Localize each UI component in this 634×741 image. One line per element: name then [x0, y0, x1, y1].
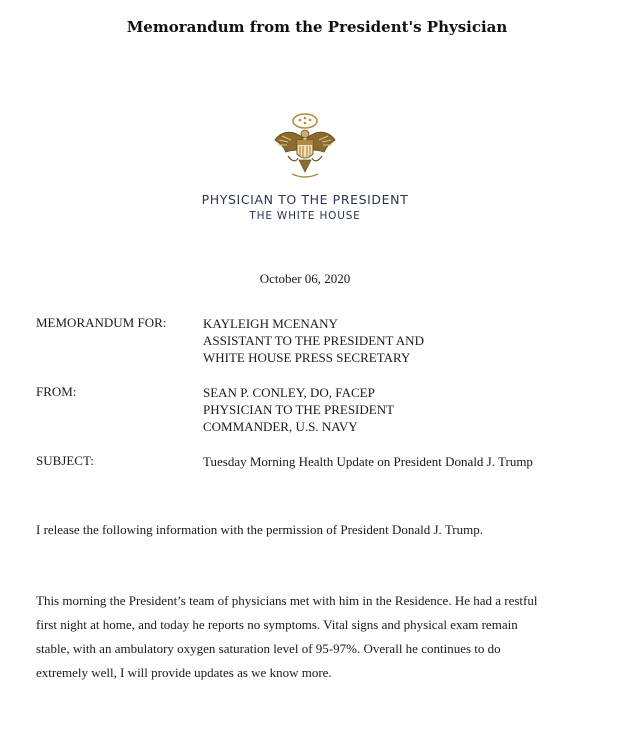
organization-name: THE WHITE HOUSE	[249, 210, 361, 222]
page-title: Memorandum from the President's Physician	[126, 18, 508, 36]
memo-date: October 06, 2020	[259, 271, 351, 286]
body-paragraph-2-line: extremely well, I will provide updates as we know more.	[36, 665, 332, 680]
memo-from-line: SEAN P. CONLEY, DO, FACEP	[203, 385, 375, 400]
presidential-eagle-seal-icon	[270, 110, 340, 182]
memo-to-line: KAYLEIGH MCENANY	[203, 316, 338, 331]
body-paragraph-2-line: stable, with an ambulatory oxygen saturation level of 95-97%. Overall he continues to do	[36, 641, 501, 656]
memo-to-line: WHITE HOUSE PRESS SECRETARY	[203, 350, 411, 365]
memo-from-label: FROM:	[36, 384, 77, 399]
memo-to-label: MEMORANDUM FOR:	[36, 315, 167, 330]
office-title: PHYSICIAN TO THE PRESIDENT	[201, 192, 409, 207]
memo-from-line: COMMANDER, U.S. NAVY	[203, 419, 358, 434]
body-paragraph-2-line: This morning the President’s team of physicians met with him in the Residence. He had a restful	[36, 593, 538, 608]
body-paragraph-2	[36, 589, 596, 685]
memo-subject: Tuesday Morning Health Update on President Donald J. Trump	[203, 454, 533, 469]
memo-from-line: PHYSICIAN TO THE PRESIDENT	[203, 402, 395, 417]
body-paragraph-2-line: first night at home, and today he reports no symptoms. Vital signs and physical exam remain	[36, 617, 518, 632]
memo-to-line: ASSISTANT TO THE PRESIDENT AND	[203, 333, 424, 348]
body-paragraph-1: I release the following information with the permission of President Donald J. Trump.	[36, 522, 483, 537]
memo-to-block	[203, 315, 424, 366]
memo-subject-label: SUBJECT:	[36, 453, 94, 468]
memo-from-block	[203, 384, 394, 435]
